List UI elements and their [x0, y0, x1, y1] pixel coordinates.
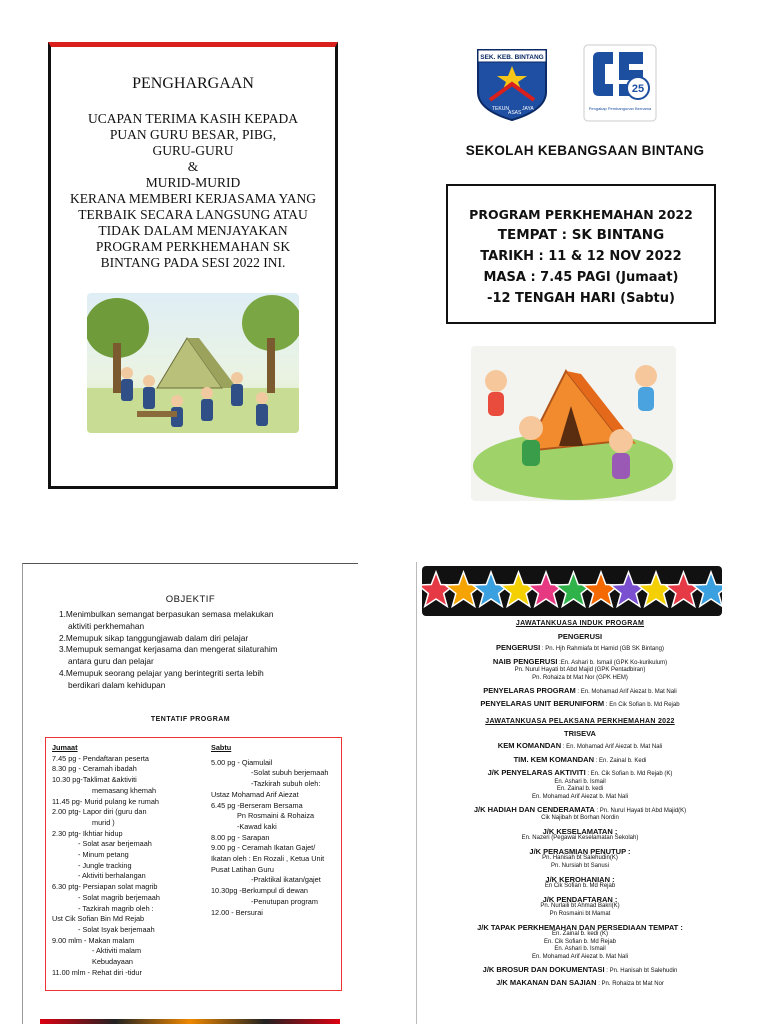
committee-member: Pn. Nurlaili bt Ahmad Bakri(K) [540, 903, 620, 910]
committee-section-title: PENGERUSI [557, 631, 603, 641]
committee-role-row [430, 687, 730, 697]
committee-role-label: J/K BROSUR DAN DOKUMENTASI [482, 964, 605, 974]
schedule-entry: 7.45 pg - Pendaftaran peserta [52, 753, 149, 763]
stars-banner [422, 566, 722, 616]
schedule-entry: 8.00 pg - Sarapan [211, 832, 270, 842]
committee-member: En. Ashari b. Ismail [554, 778, 606, 785]
star-icon [473, 572, 509, 606]
schedule-entry: 6.45 pg -Berseram Bersama [211, 800, 303, 810]
schedule-title: TENTATIF PROGRAM [150, 715, 231, 723]
appreciation-line: KERANA MEMBERI KERJASAMA YANG [70, 191, 316, 206]
committee-role-value: :En. Ashari b. Ismail (GPK Ko-kurikulum) [559, 659, 668, 666]
program-info-box [446, 184, 716, 324]
schedule-friday [52, 743, 192, 978]
scouts-illustration [87, 293, 299, 433]
committee-member: En. Mohamad Arif Aiezat b. Mat Nali [531, 954, 629, 960]
appreciation-line: TERBAIK SECARA LANGSUNG ATAU [78, 207, 308, 222]
appreciation-line: BINTANG PADA SESI 2022 INI. [100, 255, 286, 270]
star-icon [693, 572, 722, 606]
schedule-entry: Ikatan oleh : En Rozali , Ketua Unit [211, 854, 325, 864]
schedule-entry: 8.30 pg - Ceramah ibadah [52, 764, 137, 774]
committee-role-row [430, 644, 730, 654]
schedule-entry: Ust Cik Sofian Bin Md Rejab [52, 914, 145, 924]
schedule-entry: - Aktiviti berhalangan [78, 871, 146, 881]
committee-role-value: : Pn. Hanisah bt Salehudin [606, 967, 678, 974]
committee-member: En. Zainal b. kedi (K) [551, 931, 609, 938]
objective-item: 4.Memupuk seorang pelajar yang berintegriti serta lebih [59, 667, 264, 678]
committee-role-value: : En. Mohamad Arif Aiezat b. Mat Nali [577, 688, 677, 695]
schedule-entry: - Solat Isyak berjemaah [78, 924, 155, 934]
svg-text:TEKUN: TEKUN [492, 106, 509, 112]
schedule-entry: Kebudayaan [92, 957, 133, 967]
committee-role-label: TIM. KEM KOMANDAN [513, 754, 595, 764]
schedule-entry: 9.00 mlm - Makan malam [52, 935, 135, 945]
schedule-entry: memasang khemah [92, 785, 157, 795]
schedule-entry: - Aktiviti malam [92, 946, 142, 956]
star-icon [610, 572, 646, 606]
star-icon [528, 572, 564, 606]
schedule-entry: 11.45 pg- Murid pulang ke rumah [52, 796, 159, 806]
star-icon [665, 572, 701, 606]
committee-member: Cik Najibah bt Borhan Nordin [541, 815, 619, 822]
schedule-entry: murid ) [92, 817, 115, 827]
committee-member: En. Zainal b. kedi [556, 786, 604, 793]
objective-item: 1.Menimbulkan semangat berpasukan semasa melakukan [59, 609, 274, 619]
committee-role-value: : Pn. Rohaiza bt Mat Nor [598, 981, 664, 988]
committee-role-row [430, 966, 730, 976]
committee-member: Pn. Rohaiza bt Mat Nor (GPK HEM) [532, 674, 628, 681]
committee-role-label: NAIB PENGERUSI [492, 656, 558, 666]
objectives-title: OBJEKTIF [165, 594, 216, 605]
schedule-table [45, 737, 342, 991]
friday-header: Jumaat [52, 743, 78, 752]
committee-member: En. Nazeri (Pegawai Keselamatan Sekolah) [521, 835, 639, 842]
schedule-entry: -Solat subuh berjemaah [251, 768, 329, 778]
committee-heading: JAWATANKUASA INDUK PROGRAM [515, 620, 645, 627]
schedule-entry: 12.00 - Bersurai [211, 907, 263, 917]
committee-role-value: : Pn. Hjh Rahmiafa bt Hamid (GB SK Bintang) [541, 646, 664, 653]
schedule-entry: 11.00 mlm - Rehat diri -tidur [52, 967, 142, 977]
decorative-strip [40, 1019, 340, 1024]
committee-role-label: PENYELARAS UNIT BERUNIFORM [480, 699, 605, 709]
star-icon [583, 572, 619, 606]
saturday-header: Sabtu [211, 743, 232, 752]
committee-section-title: TRISEVA [564, 729, 596, 739]
schedule-entry: 10.30pg -Berkumpul di dewan [211, 886, 308, 896]
schedule-entry: 9.00 pg - Ceramah Ikatan Gajet/ [211, 843, 316, 853]
appreciation-line: UCAPAN TERIMA KASIH KEPADA [88, 111, 298, 126]
objectives-list [59, 609, 329, 692]
committee-member: En. Mohamad Arif Aiezat b. Mat Nali [531, 793, 629, 800]
committee-member: En. Cik Sofian b. Md Rejab [543, 938, 617, 945]
schedule-entry: 2.30 ptg- Ikhtiar hidup [52, 828, 123, 838]
svg-text:25: 25 [631, 83, 645, 95]
committee-role-value: : Pn. Nurul Hayati bt Abd Majid(K) [596, 807, 687, 814]
schedule-entry: - Jungle tracking [78, 860, 132, 870]
appreciation-message [51, 111, 335, 271]
objectives-panel [22, 563, 358, 1024]
schedule-entry: -Praktikal ikatan/gajet [251, 875, 321, 885]
schedule-entry: 5.00 pg - Qiamulail [211, 757, 273, 767]
program-time-end: -12 TENGAH HARI (Sabtu) [487, 291, 675, 306]
committee-member: En. Ashari b. Ismail [554, 946, 606, 953]
committee-member: Pn. Hanisah bt Salehudin(K) [542, 855, 618, 862]
program-venue: TEMPAT : SK BINTANG [497, 227, 665, 243]
committee-role-row [430, 769, 730, 779]
committee-role-value: : En. Zainal b. Kedi [595, 757, 647, 764]
committee-role-value: : En. Mohamad Arif Aiezat b. Mat Nali [562, 743, 663, 750]
appreciation-line: & [187, 159, 199, 174]
committee-role-label: J/K PENYELARAS AKTIVITI [487, 768, 586, 778]
schedule-entry: - Tazkirah magrib oleh : [78, 903, 154, 913]
committee-role-row [430, 806, 730, 816]
committee-role-row [430, 742, 730, 752]
appreciation-title: PENGHARGAAN [132, 75, 254, 92]
appreciation-line: TIDAK DALAM MENJAYAKAN [98, 223, 288, 238]
committee-section-title: JAWATANKUASA PELAKSANA PERKHEMAHAN 2022 [485, 717, 675, 725]
program-title: PROGRAM PERKHEMAHAN 2022 [469, 207, 693, 222]
svg-text:Pengakap Pembangunan Bernama: Pengakap Pembangunan Bernama [588, 106, 652, 111]
objective-item: 3.Memupuk semangat kerjasama dan mengerat silaturahim [59, 644, 278, 655]
star-icon [638, 572, 674, 606]
star-icon [555, 572, 591, 606]
schedule-entry: - Solat magrib berjemaah [78, 892, 160, 902]
schedule-entry: Pusat Latihan Guru [211, 864, 274, 874]
appreciation-line: PUAN GURU BESAR, PIBG, [109, 127, 277, 142]
svg-text:JAYA: JAYA [522, 106, 534, 112]
committee-role-label: PENYELARAS PROGRAM [483, 685, 576, 695]
schedule-entry: 10.30 pg-Taklimat &aktiviti [52, 775, 137, 785]
committee-role-row [430, 700, 730, 710]
schedule-entry: Ustaz Mohamad Arif Aiezat [211, 789, 299, 799]
committee-member: En Cik Sofian b. Md Rejab [544, 883, 616, 890]
svg-text:ASAS: ASAS [508, 110, 522, 116]
committee-member: Pn. Nurul Hayati bt Abd Majid (GPK Pentadbiran) [514, 667, 646, 674]
school-crest-logo [472, 44, 552, 122]
scout-25-logo [583, 44, 657, 122]
committee-role-row [430, 979, 730, 989]
schedule-entry: - Minum petang [78, 850, 129, 860]
schedule-entry: - Solat asar berjemaah [78, 839, 152, 849]
schedule-entry: 2.00 ptg- Lapor diri (guru dan [52, 807, 147, 817]
objective-item: antara guru dan pelajar [68, 656, 154, 667]
committee-member: Pn Rosmaini bt Mamat [549, 911, 611, 918]
svg-text:SEK. KEB. BINTANG: SEK. KEB. BINTANG [480, 54, 544, 61]
committee-role-label: J/K HADIAH DAN CENDERAMATA [473, 804, 595, 814]
schedule-saturday [211, 743, 341, 918]
appreciation-line: MURID-MURID [145, 175, 241, 190]
schedule-entry: -Kawad kaki [237, 821, 277, 831]
star-icon [500, 572, 536, 606]
school-name: SEKOLAH KEBANGSAAN BINTANG [465, 143, 705, 158]
committee-section-title: J/K KEROHANIAN : [545, 874, 615, 884]
committee-role-row [430, 658, 730, 668]
appreciation-line: PROGRAM PERKHEMAHAN SK [95, 239, 291, 254]
schedule-entry: 6.30 ptg- Persiapan solat magrib [52, 882, 158, 892]
committee-role-value: : En. Cik Sofian b. Md Rejab (K) [587, 771, 673, 778]
camping-kids-illustration [471, 346, 676, 501]
objective-item: berdikari dalam kehidupan [68, 679, 166, 690]
schedule-entry: Pn Rosmaini & Rohaiza [237, 811, 315, 821]
committee-section-title: J/K KESELAMATAN : [542, 826, 618, 836]
committee-member: Pn. Nursiah bt Sanusi [550, 863, 610, 870]
appreciation-panel [48, 42, 338, 489]
schedule-entry: -Penutupan program [251, 896, 318, 906]
committee-role-row [430, 756, 730, 766]
schedule-entry: -Tazkirah subuh oleh: [251, 779, 321, 789]
program-date: TARIKH : 11 & 12 NOV 2022 [480, 249, 682, 264]
objective-item: aktiviti perkhemahan [68, 620, 145, 631]
program-time-start: MASA : 7.45 PAGI (Jumaat) [483, 270, 679, 285]
committee-role-label: J/K MAKANAN DAN SAJIAN [496, 978, 597, 988]
committee-role-label: KEM KOMANDAN [497, 740, 562, 750]
star-icon [445, 572, 481, 606]
committee-list [430, 620, 730, 989]
committee-section-title: J/K TAPAK PERKHEMAHAN DAN PERSEDIAAN TEMPAT : [477, 922, 683, 932]
objective-item: 2.Memupuk sikap tanggungjawab dalam diri pelajar [59, 632, 249, 643]
committee-section-title: J/K PERASMIAN PENUTUP : [529, 846, 631, 856]
star-icon [422, 572, 454, 606]
committee-role-value: : En Cik Sofian b. Md Rejab [605, 702, 680, 709]
committee-role-label: PENGERUSI [496, 643, 541, 653]
committee-section-title: J/K PENDAFTARAN : [542, 894, 618, 904]
appreciation-line: GURU-GURU [152, 143, 234, 158]
